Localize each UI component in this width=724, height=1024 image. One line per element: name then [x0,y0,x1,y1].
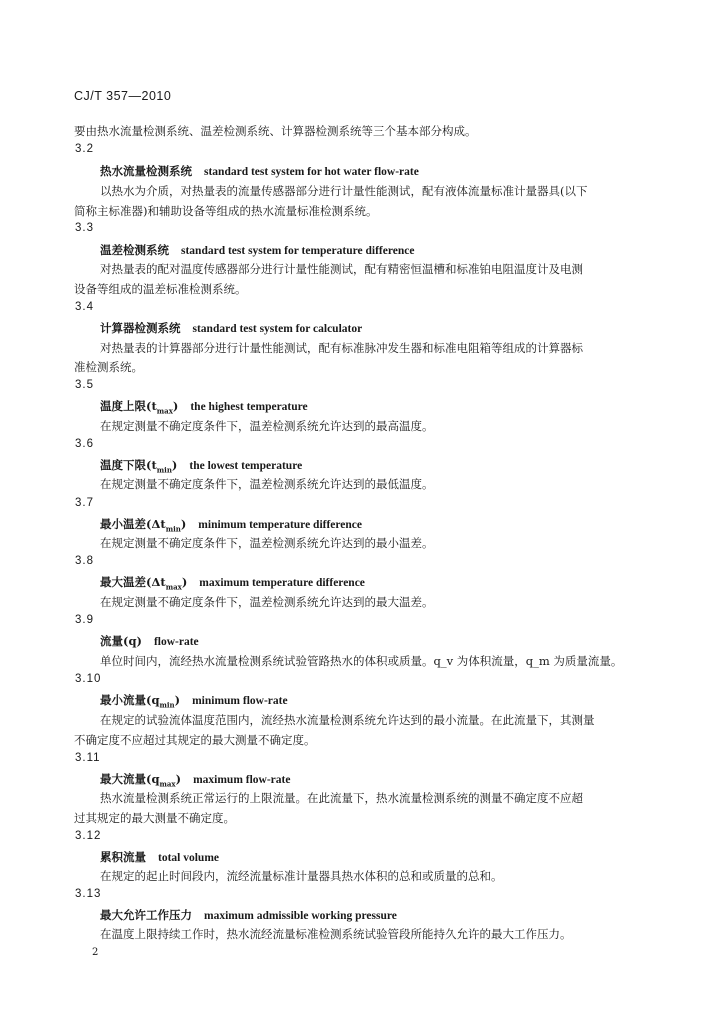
definition-line: 过其规定的最大测量不确定度。 [74,811,235,825]
term-heading [100,850,219,865]
intro-line: 要由热水流量检测系统、温差检测系统、计算器检测系统等三个基本部分构成。 [74,124,477,138]
term-subscript: max [165,582,182,592]
term-close: ) [180,517,187,531]
term-chinese: 温差检测系统 [100,243,169,257]
term-english: total volume [158,852,220,864]
definition-line: 对热量表的配对温度传感器部分进行计量性能测试，配有精密恒温槽和标准铂电阻温度计及电测 [100,262,583,276]
term-chinese: 热水流量检测系统 [100,164,192,178]
section-number: 3.11 [75,752,101,764]
term-heading [100,321,362,336]
term-close: ) [174,693,181,707]
term-heading [100,243,414,258]
term-heading [100,575,365,594]
definition-line: 准检测系统。 [74,360,143,374]
section-number: 3.3 [75,222,94,234]
term-chinese: 温度上限(t [100,399,157,413]
term-heading [100,693,288,712]
definition-line: 在规定测量不确定度条件下，温差检测系统允许达到的最大温差。 [100,595,434,609]
term-heading [100,634,199,649]
term-heading [100,517,362,536]
term-close: ) [175,772,182,786]
term-chinese: 最小流量(q [100,693,160,707]
term-chinese: 最大温差(Δt [100,575,166,589]
section-number: 3.9 [75,614,94,626]
term-heading [100,399,308,418]
definition-line: 在规定测量不确定度条件下，温差检测系统允许达到的最低温度。 [100,477,434,491]
term-subscript: max [156,406,173,416]
standard-code: CJ/T 357—2010 [74,89,172,103]
term-close: ) [171,458,178,472]
term-english: maximum temperature difference [199,577,365,589]
page-number: 2 [92,947,99,958]
term-english: standard test system for calculator [192,323,363,335]
term-english: the lowest temperature [189,460,303,472]
section-number: 3.10 [75,673,102,685]
term-subscript: min [159,700,175,710]
section-number: 3.2 [75,143,94,155]
term-subscript: min [156,465,172,475]
section-number: 3.5 [75,379,94,391]
term-english: standard test system for temperature difference [181,245,415,257]
term-chinese: 流量(q) [100,634,142,648]
section-number: 3.8 [75,555,94,567]
term-english: flow-rate [153,636,199,648]
term-english: the highest temperature [190,401,308,413]
definition-line: 在规定的试验流体温度范围内，流经热水流量检测系统允许达到的最小流量。在此流量下，其测量 [100,713,595,727]
definition-line: 对热量表的计算器部分进行计量性能测试，配有标准脉冲发生器和标准电阻箱等组成的计算器标 [100,341,583,355]
term-chinese: 温度下限(t [100,458,157,472]
section-number: 3.7 [75,497,94,509]
term-chinese: 计算器检测系统 [100,321,181,335]
term-chinese: 最大流量(q [100,772,160,786]
term-heading [100,772,290,791]
term-english: maximum admissible working pressure [204,910,397,922]
definition-line: 单位时间内，流经热水流量检测系统试验管路热水的体积或质量。q_v 为体积流量，q_m 为质量流量。 [100,654,623,668]
term-close: ) [172,399,179,413]
section-number: 3.4 [75,301,94,313]
section-number: 3.12 [75,830,102,842]
term-heading [100,458,302,477]
term-chinese: 累积流量 [100,850,146,864]
term-close: ) [181,575,188,589]
definition-line: 设备等组成的温差标准检测系统。 [74,282,247,296]
term-subscript: min [165,524,181,534]
term-heading [100,164,419,179]
definition-line: 简称主标准器)和辅助设备等组成的热水流量标准检测系统。 [74,204,378,218]
definition-line: 在温度上限持续工作时，热水流经流量标准检测系统试验管段所能持久允许的最大工作压力。 [100,927,572,941]
definition-line: 热水流量检测系统正常运行的上限流量。在此流量下，热水流量检测系统的测量不确定度不应超 [100,791,583,805]
term-english: standard test system for hot water flow-rate [204,166,419,178]
definition-line: 在规定测量不确定度条件下，温差检测系统允许达到的最高温度。 [100,419,434,433]
term-subscript: max [159,779,176,789]
section-number: 3.6 [75,438,94,450]
section-number: 3.13 [75,888,102,900]
term-english: minimum flow-rate [192,695,288,707]
term-chinese: 最小温差(Δt [100,517,166,531]
term-heading [100,908,397,923]
definition-line: 不确定度不应超过其规定的最大测量不确定度。 [74,733,316,747]
term-chinese: 最大允许工作压力 [100,908,192,922]
definition-line: 在规定的起止时间段内，流经流量标准计量器具热水体积的总和或质量的总和。 [100,869,503,883]
definition-line: 以热水为介质，对热量表的流量传感器部分进行计量性能测试，配有液体流量标准计量器具(以下 [100,184,588,198]
definition-line: 在规定测量不确定度条件下，温差检测系统允许达到的最小温差。 [100,536,434,550]
term-english: maximum flow-rate [193,774,291,786]
term-english: minimum temperature difference [198,519,363,531]
